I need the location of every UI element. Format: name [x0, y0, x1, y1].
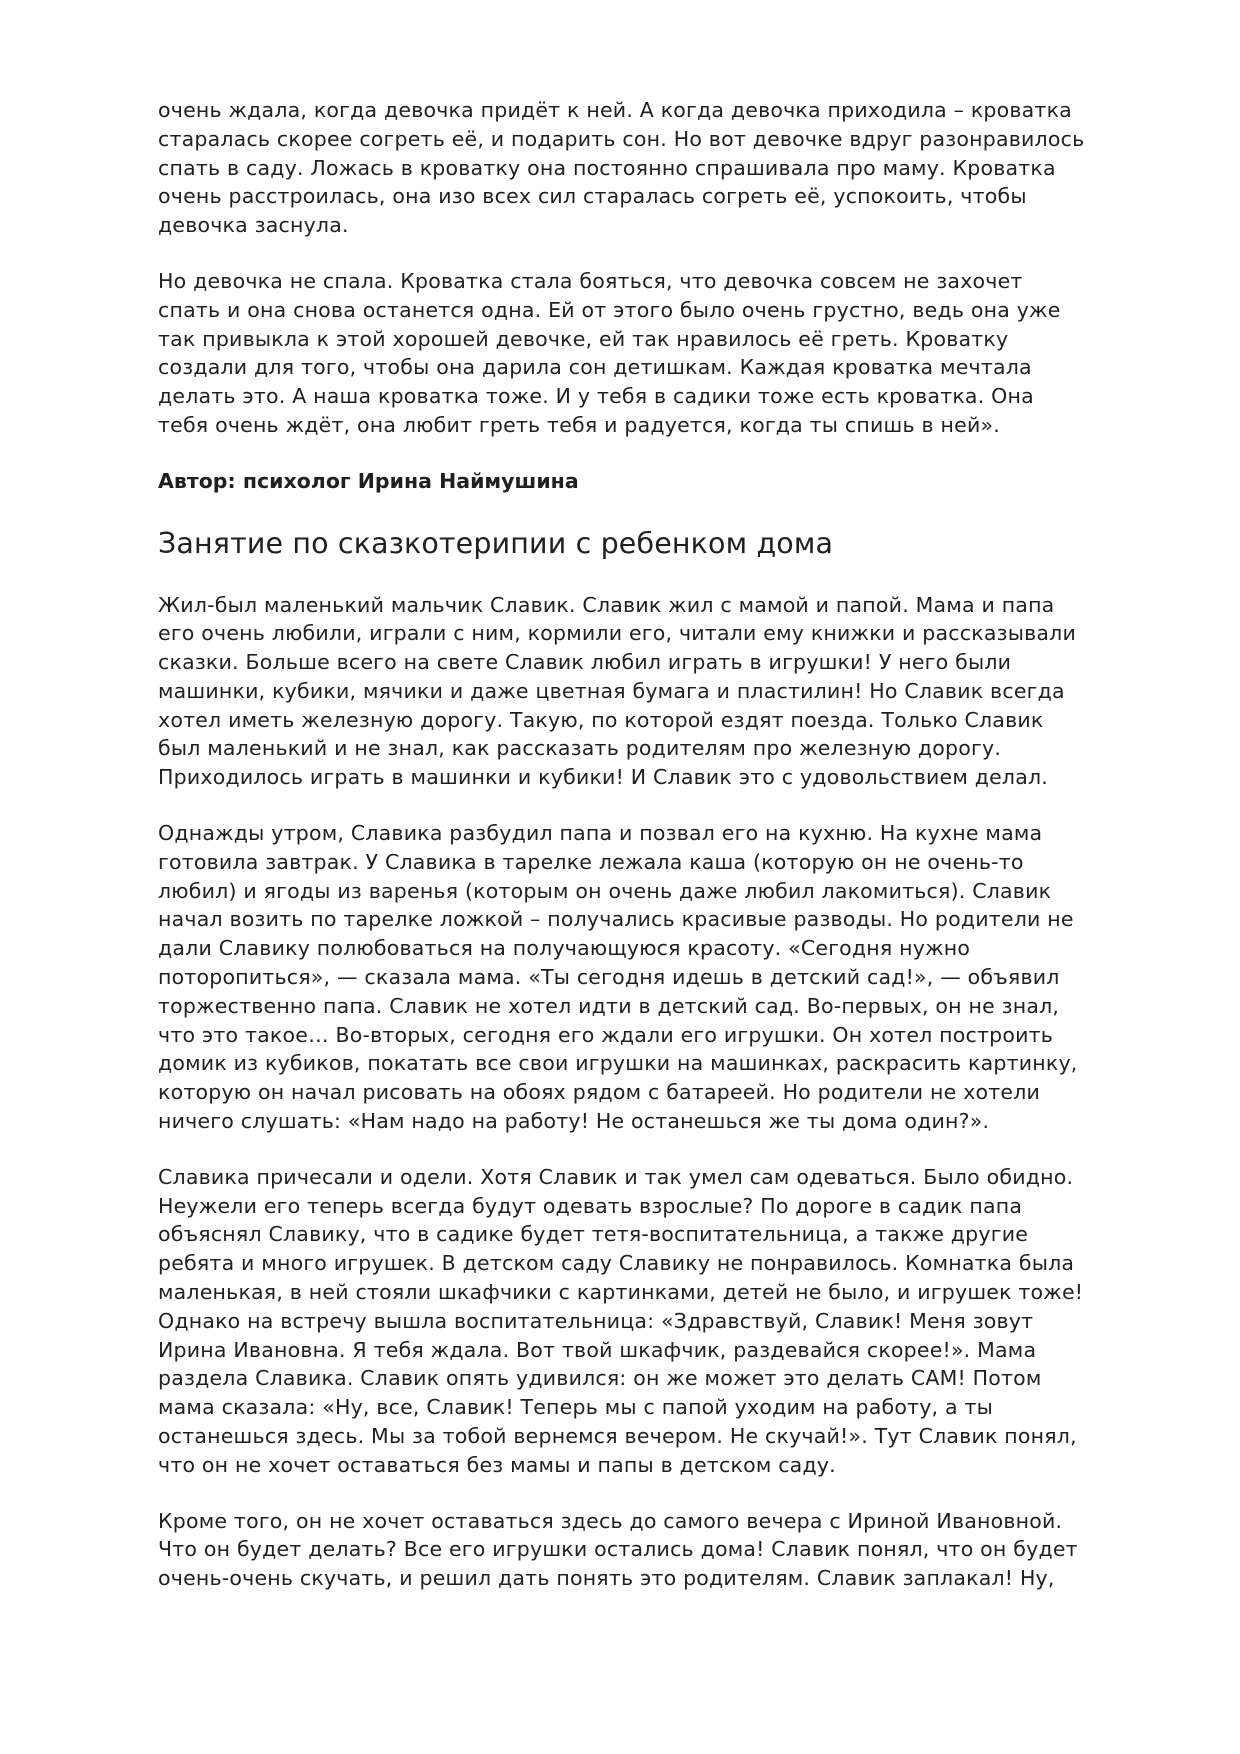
paragraph: Кроме того, он не хочет оставаться здесь до самого вечера с Ириной Ивановной. Что он будет делать? Все его игрушки остались дома! Славик понял, что он будет очень-очень скучать, и решил дать понять это родителям. Славик заплакал! Ну,	[158, 1508, 1078, 1591]
paragraph: очень ждала, когда девочка придёт к ней. А когда девочка приходила – кроватка старалась скорее согреть её, и подарить сон. Но вот девочке вдруг разонравилось спать в саду. Ложась в кроватку она постоянно спрашивала про маму. Кроватка очень расстроилась, она изо всех сил старалась согреть её, успокоить, чтобы девочка заснула.	[158, 98, 1085, 238]
paragraph: Славика причесали и одели. Хотя Славик и так умел сам одеваться. Было обидно. Неужели его теперь всегда будут одевать взрослые? По дороге в садик папа объяснял Славику, что в садике будет тетя-воспитательница, а также другие ребята и много игрушек. В детском саду Славику не понравилось. Комнатка была маленькая, в ней стояли шкафчики с картинками, детей не было, и игрушек тоже! Однако на встречу вышла воспитательница: «Здравствуй, Славик! Меня зовут Ирина Ивановна. Я тебя ждала. Вот твой шкафчик, раздевайся скорее!». Мама раздела Славика. Славик опять удивился: он же может это делать САМ! Потом мама сказала: «Ну, все, Славик! Теперь мы с папой уходим на работу, а ты останешься здесь. Мы за тобой вернемся вечером. Не скучай!». Тут Славик понял, что он не хочет оставаться без мамы и папы в детском саду.	[158, 1164, 1084, 1477]
section-heading: Занятие по сказкотерипии с ребенком дома	[158, 527, 834, 561]
paragraph: Однажды утром, Славика разбудил папа и позвал его на кухню. На кухне мама готовила завтрак. У Славика в тарелке лежала каша (которую он не очень-то любил) и ягоды из варенья (которым он очень даже любил лакомиться). Славик начал возить по тарелке ложкой – получались красивые разводы. Но родители не дали Славику полюбоваться на получающуюся красоту. «Сегодня нужно поторопиться», — сказала мама. «Ты сегодня идешь в детский сад!», — объявил торжественно папа. Славик не хотел идти в детский сад. Во-первых, он не знал, что это такое… Во-вторых, сегодня его ждали его игрушки. Он хотел построить домик из кубиков, покатать все свои игрушки на машинках, раскрасить картинку, которую он начал рисовать на обоях рядом с батареей. Но родители не хотели ничего слушать: «Нам надо на работу! Не останешься же ты дома один?».	[158, 821, 1078, 1134]
document-content	[158, 96, 1088, 1620]
paragraph: Жил-был маленький мальчик Славик. Славик жил с мамой и папой. Мама и папа его очень любили, играли с ним, кормили его, читали ему книжки и рассказывали сказки. Больше всего на свете Славик любил играть в игрушки! У него были машинки, кубики, мячики и даже цветная бумага и пластилин! Но Славик всегда хотел иметь железную дорогу. Такую, по которой ездят поезда. Только Славик был маленький и не знал, как рассказать родителям про железную дорогу. Приходилось играть в машинки и кубики! И Славик это с удовольствием делал.	[158, 592, 1076, 790]
author-line: Автор: психолог Ирина Наймушина	[158, 468, 579, 493]
paragraph: Но девочка не спала. Кроватка стала бояться, что девочка совсем не захочет спать и она снова останется одна. Ей от этого было очень грустно, ведь она уже так привыкла к этой хорошей девочке, ей так нравилось её греть. Кроватку создали для того, чтобы она дарила сон детишкам. Каждая кроватка мечтала делать это. А наша кроватка тоже. И у тебя в садики тоже есть кроватка. Она тебя очень ждёт, она любит греть тебя и радуется, когда ты спишь в ней».	[158, 268, 1061, 437]
